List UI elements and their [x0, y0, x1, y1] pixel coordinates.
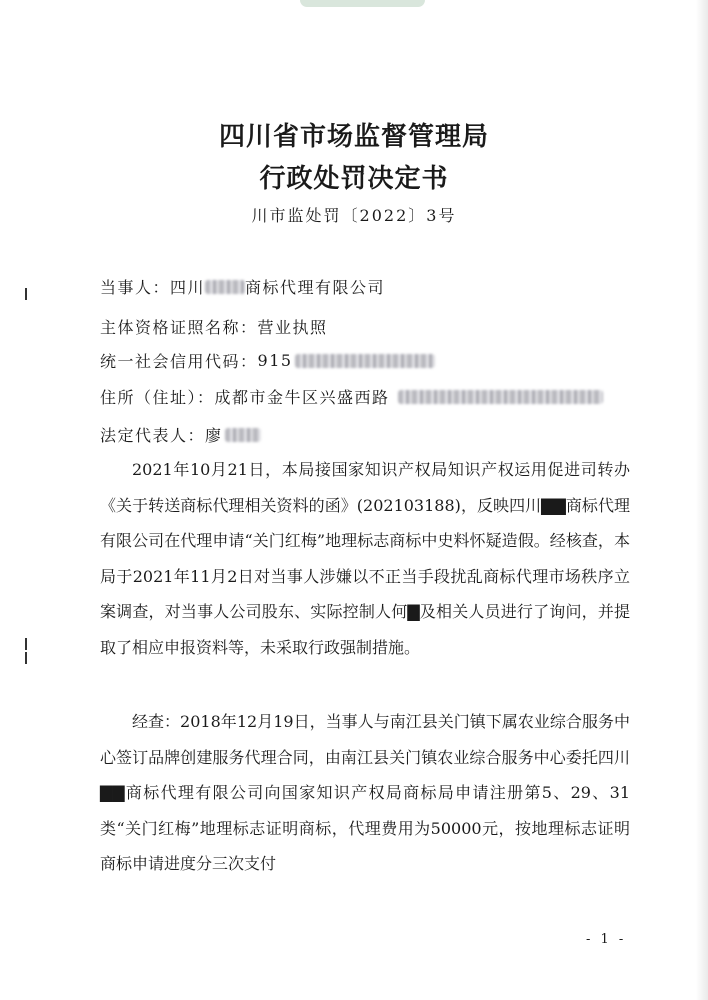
address-label: 住所（住址）： [100, 388, 215, 407]
legal-rep-label: 法定代表人： [100, 426, 206, 445]
party-field [100, 275, 385, 298]
legal-rep-value: 廖 [205, 426, 223, 445]
redacted-text [225, 428, 261, 442]
binding-mark [25, 288, 27, 300]
credit-code-field [100, 349, 435, 372]
license-type-label: 主体资格证照名称： [100, 318, 258, 337]
body-paragraph: 经查：2018年12月19日，当事人与南江县关门镇下属农业综合服务中心签订品牌创建服务代理合同，由南江县关门镇农业综合服务中心委托四川▇▇商标代理有限公司向国家知识产权局商标局申请注册第5、29、31类“关门红梅”地理标志证明商标，代理费用为50000元，按地理标志证明商标申请进度分三次支付 [100, 712, 630, 873]
binding-mark [25, 652, 27, 664]
credit-code-label: 统一社会信用代码： [100, 352, 258, 371]
body-paragraph: 2021年10月21日，本局接国家知识产权局知识产权运用促进司转办《关于转送商标代理相关资料的函》(202103188)，反映四川▇▇商标代理有限公司在代理申请“关门红梅”地理标志商标中史料怀疑造假。经核查，本局于2021年11月2日对当事人涉嫌以不正当手段扰乱商标代理市场秩序立案调查，对当事人公司股东、实际控制人何▇及相关人员进行了询问，并提取了相应申报资料等，未采取行政强制措施。 [100, 460, 630, 657]
party-name-prefix: 四川 [170, 278, 206, 297]
party-label: 当事人： [100, 278, 171, 297]
page-number: - 1 - [586, 932, 627, 947]
address-value: 成都市金牛区兴盛西路 [214, 388, 390, 407]
legal-rep-field [100, 423, 261, 446]
binding-mark [25, 638, 27, 650]
document-title-agency: 四川省市场监督管理局 [218, 122, 489, 152]
scan-top-mark [300, 0, 425, 7]
license-type-value: 营业执照 [257, 318, 328, 337]
party-name-suffix: 商标代理有限公司 [245, 278, 386, 297]
redacted-text [205, 280, 245, 294]
redacted-text [295, 354, 435, 368]
redacted-text [398, 390, 603, 404]
document-number: 川市监处罚〔2022〕3号 [251, 206, 457, 225]
address-field [100, 385, 603, 408]
license-type-field [100, 315, 328, 338]
document-title-type: 行政处罚决定书 [259, 164, 449, 194]
credit-code-value: 915 [257, 351, 293, 370]
